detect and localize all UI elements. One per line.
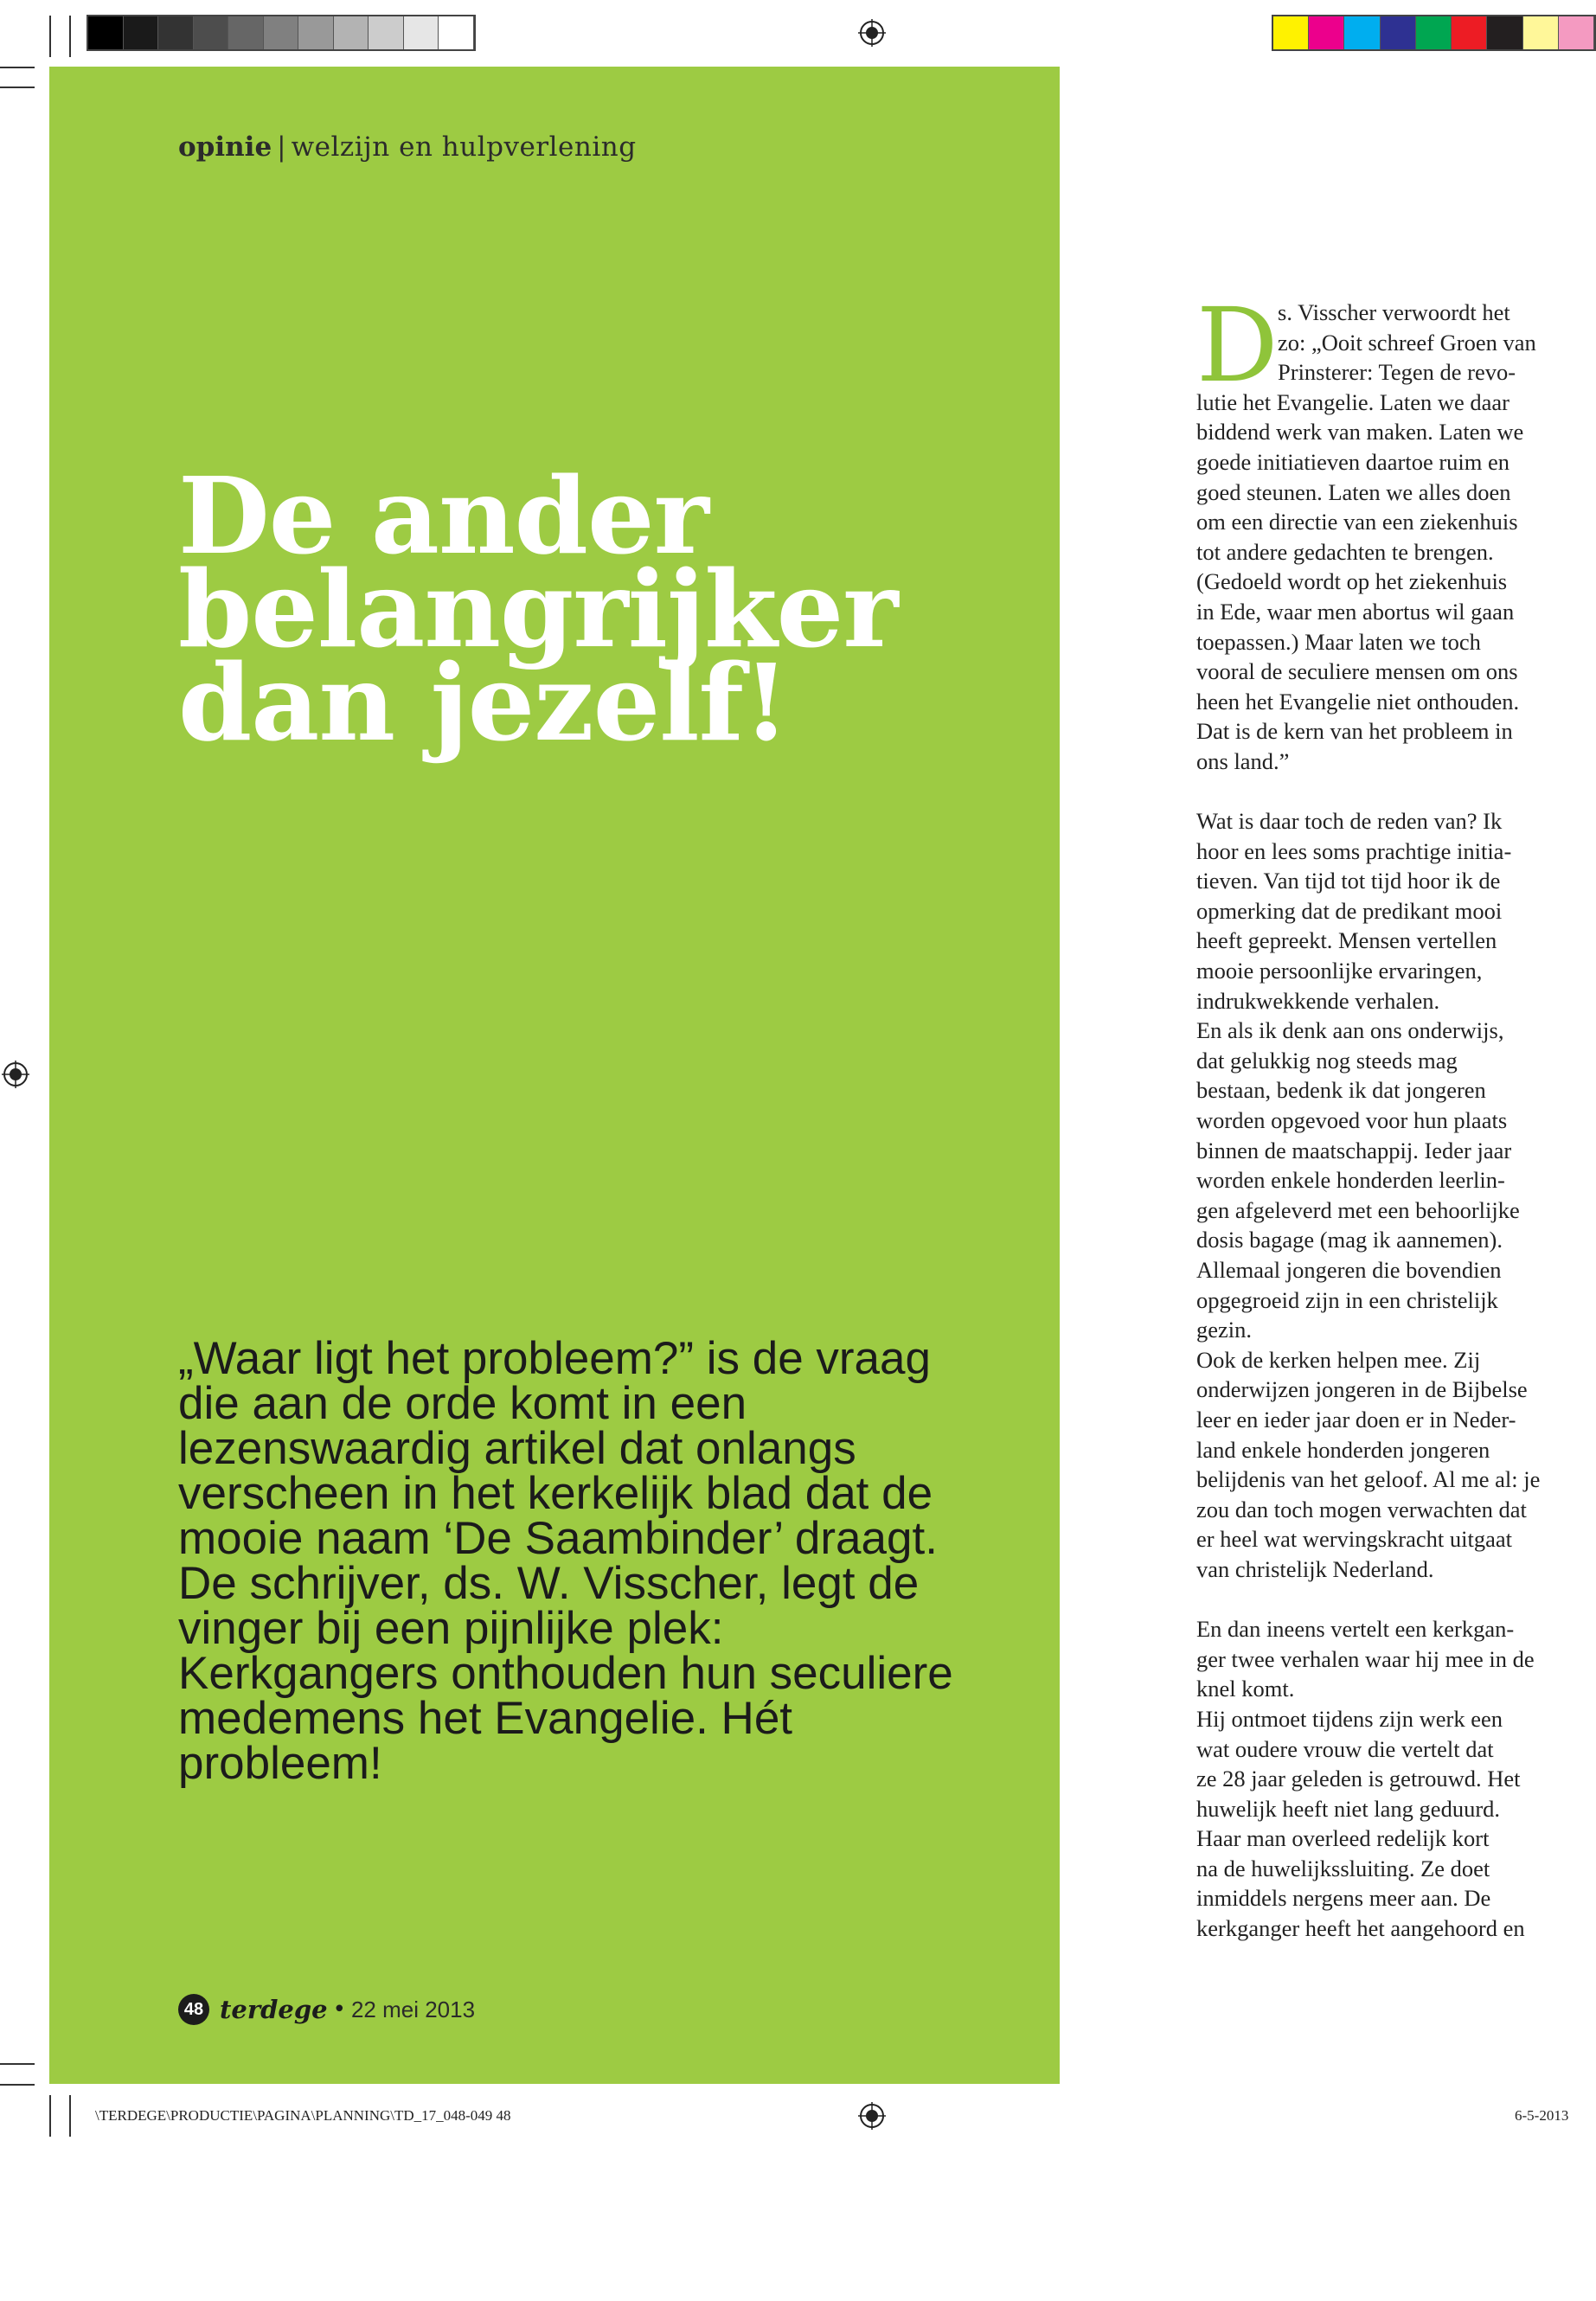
article-paragraph [1196,806,1570,1584]
headline-line: De ander [178,453,708,578]
article-line: wat oudere vrouw die vertelt dat [1196,1735,1494,1762]
gray-swatch [298,16,334,49]
intro-paragraph: „Waar ligt het probleem?” is de vraag die aan de orde komt in een lezenswaardig artikel dat onlangs verscheen in het kerkelijk blad dat de mooie naam ‘De Saambinder’ draagt. De schrijver, ds. W. Visscher, legt de vinger bij een pijnlijke plek: Kerkgangers onthouden hun seculiere medemens het Evangelie. Hét probleem! [178,1333,953,1789]
article-line: belijdenis van het geloof. Al me al: je [1196,1466,1541,1493]
article-line: vooral de seculiere mensen om ons [1196,658,1518,685]
article-line: zou dan toch mogen verwachten dat [1196,1496,1527,1522]
crop-mark [69,16,71,57]
gray-swatch [124,16,159,49]
section-topic: welzijn en hulpverlening [291,131,637,163]
crop-mark [0,2063,35,2065]
article-line: worden opgevoed voor hun plaats [1196,1107,1508,1134]
production-slug: \TERDEGE\PRODUCTIE\PAGINA\PLANNING\TD_17_048-049 48 [95,2107,511,2124]
gray-swatch [439,16,474,49]
article-line: opmerking dat de predikant mooi [1196,897,1503,924]
gray-swatch [369,16,404,49]
article-line: inmiddels nergens meer aan. De [1196,1885,1491,1912]
production-date: 6-5-2013 [1515,2107,1569,2124]
article-line: dat gelukkig nog steeds mag [1196,1047,1458,1074]
gray-swatch [194,16,229,49]
article-line: knel komt. [1196,1676,1295,1702]
gray-swatch [264,16,299,49]
article-line: ger twee verhalen waar hij mee in de [1196,1645,1535,1672]
color-swatch [1559,16,1594,49]
article-line: heen het Evangelie niet onthouden. [1196,688,1520,715]
article-line: toepassen.) Maar laten we toch [1196,628,1481,655]
article-line: dosis bagage (mag ik aannemen). [1196,1227,1503,1253]
color-swatch [1273,16,1309,49]
page-footer [178,1992,475,2027]
article-line: heeft gepreekt. Mensen vertellen [1196,927,1497,954]
article-line: land enkele honderden jongeren [1196,1436,1490,1463]
article-line: worden enkele honderden leerlin- [1196,1167,1505,1194]
crop-mark [49,16,51,57]
section-kicker [178,131,637,163]
color-swatch [1381,16,1416,49]
article-line: Haar man overleed redelijk kort [1196,1825,1490,1852]
gray-swatch [88,16,124,49]
article-line: En dan ineens vertelt een kerkgan- [1196,1616,1515,1643]
article-paragraph [1196,1614,1570,1944]
grayscale-calibration-bar [87,15,476,51]
footer-bullet: • [332,1997,346,2022]
article-line: Allemaal jongeren die bovendien [1196,1257,1502,1283]
article-body [1196,298,1570,1973]
article-line: Dat is de kern van het probleem in [1196,718,1513,745]
article-line: ze 28 jaar geleden is getrouwd. Het [1196,1766,1521,1792]
article-line: tot andere gedachten te brengen. [1196,538,1494,565]
magazine-logo: terdege [220,1995,328,2024]
article-line: mooie persoonlijke ervaringen, [1196,958,1483,984]
gray-swatch [334,16,369,49]
article-line: ons land.” [1196,747,1290,774]
article-line: gezin. [1196,1317,1253,1343]
headline-line: belangrijker [178,547,898,671]
article-line: Hij ontmoet tijdens zijn werk een [1196,1705,1503,1732]
kicker-separator: | [277,131,286,163]
article-line: En als ik denk aan ons onderwijs, [1196,1017,1504,1044]
issue-date: 22 mei 2013 [350,1996,476,2022]
color-swatch [1344,16,1380,49]
color-swatch [1452,16,1487,49]
article-line: (Gedoeld wordt op het ziekenhuis [1196,568,1508,595]
article-line: Wat is daar toch de reden van? Ik [1196,808,1503,835]
article-paragraph [1196,298,1570,777]
article-line: leer en ieder jaar doen er in Neder- [1196,1406,1516,1433]
headline [178,453,957,765]
crop-mark [49,2095,51,2137]
article-line: tieven. Van tijd tot tijd hoor ik de [1196,868,1501,894]
article-line: binnen de maatschappij. Ieder jaar [1196,1137,1512,1163]
crop-mark [0,87,35,88]
article-line: s. Visscher verwoordt het [1278,299,1510,325]
color-swatch [1487,16,1522,49]
article-line: om een directie van een ziekenhuis [1196,509,1518,535]
section-label: opinie [178,131,272,163]
article-line: indrukwekkende verhalen. [1196,987,1440,1014]
article-line: van christelijk Nederland. [1196,1555,1434,1582]
registration-mark-icon [858,2102,886,2130]
registration-mark-icon [858,19,886,47]
article-line: hoor en lees soms prachtige initia- [1196,837,1512,864]
color-swatch [1523,16,1559,49]
gray-swatch [158,16,194,49]
color-swatch [1309,16,1344,49]
article-line: kerkganger heeft het aangehoord en [1196,1915,1525,1942]
article-line: na de huwelijkssluiting. Ze doet [1196,1855,1490,1881]
crop-mark [69,2095,71,2137]
drop-cap: D [1196,285,1279,405]
article-line: bestaan, bedenk ik dat jongeren [1196,1077,1486,1104]
color-calibration-bar [1272,15,1596,51]
article-line: lutie het Evangelie. Laten we daar [1196,388,1509,415]
headline-line: dan jezelf! [178,640,789,765]
article-line: er heel wat wervingskracht uitgaat [1196,1526,1512,1553]
article-line: goed steunen. Laten we alles doen [1196,478,1511,505]
article-line: onderwijzen jongeren in de Bijbelse [1196,1376,1528,1403]
article-line: Ook de kerken helpen mee. Zij [1196,1346,1481,1373]
crop-mark [0,67,35,68]
article-line: biddend werk van maken. Laten we [1196,419,1524,445]
article-line: huwelijk heeft niet lang geduurd. [1196,1795,1501,1822]
color-swatch [1416,16,1452,49]
gray-swatch [404,16,439,49]
article-line: goede initiatieven daartoe ruim en [1196,448,1510,475]
article-line: Prinsterer: Tegen de revo- [1278,359,1516,386]
registration-mark-icon [2,1061,29,1088]
page-number-badge: 48 [178,1994,209,2025]
article-line: in Ede, waar men abortus wil gaan [1196,598,1515,625]
article-line: gen afgeleverd met een behoorlijke [1196,1196,1520,1223]
gray-swatch [228,16,264,49]
article-line: zo: „Ooit schreef Groen van [1278,329,1536,356]
crop-mark [0,2084,35,2086]
article-line: opgegroeid zijn in een christelijk [1196,1286,1498,1313]
